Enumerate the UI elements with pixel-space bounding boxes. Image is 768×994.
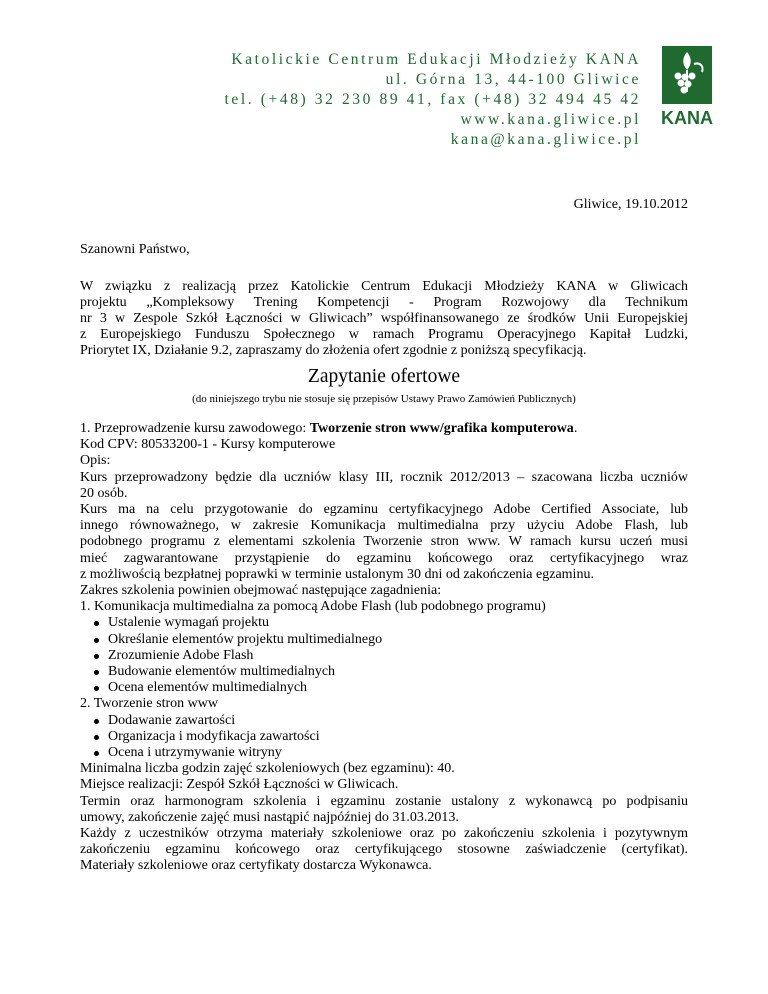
scope-intro: Zakres szkolenia powinien obejmować następujące zagadnienia:	[80, 583, 442, 599]
materials-line: Materiały szkoleniowe oraz certyfikaty dostarcza Wykonawca.	[80, 858, 432, 874]
list-item: Określanie elementów projektu multimedialnego	[80, 632, 688, 648]
letterhead	[0, 50, 641, 150]
schedule-line: Termin oraz harmonogram szkolenia i egzaminu zostanie ustalony z wykonawcą po podpisaniu	[80, 793, 688, 809]
list-item: Zrozumienie Adobe Flash	[80, 648, 688, 664]
list-item: Ocena elementów multimedialnych	[80, 680, 688, 696]
course-name: Tworzenie stron www/grafika komputerowa	[309, 421, 574, 436]
list-item: Dodawanie zawartości	[80, 713, 688, 729]
list-item: Ocena i utrzymywanie witryny	[80, 745, 688, 761]
org-email: kana@kana.gliwice.pl	[450, 131, 641, 148]
document-body	[80, 421, 688, 875]
org-website: www.kana.gliwice.pl	[460, 111, 641, 128]
para-line: z możliwością bezpłatnej poprawki w terminie ustalonym 30 dni od zakończenia egzaminu.	[80, 566, 594, 582]
intro-line: projektu „Kompleksowy Trening Kompetencji - Program Rozwojowy dla Technikum	[80, 295, 688, 310]
list-item: Budowanie elementów multimedialnych	[80, 664, 688, 680]
para-line: Kurs ma na celu przygotowanie do egzaminu certyfikacyjnego Adobe Certified Associate, lub	[80, 502, 688, 518]
materials-line: zakończeniu egzaminu końcowego oraz certyfikującego stosowne zaświadczenie (certyfikat).	[80, 842, 688, 858]
para-line: 20 osób.	[80, 485, 128, 501]
intro-line: z Europejskiego Funduszu Społecznego w ramach Programu Operacyjnego Kapitał Ludzki,	[80, 327, 688, 342]
org-phone-fax: tel. (+48) 32 230 89 41, fax (+48) 32 494 45 42	[224, 91, 641, 108]
para-line: innego równoważnego, w zakresie Komunikacja multimedialna przy użyciu Adobe Flash, lub	[80, 518, 688, 534]
intro-line: Priorytet IX, Działanie 9.2, zapraszamy do złożenia ofert zgodnie z poniższą specyfikacją.	[80, 343, 587, 358]
schedule-line: umowy, zakończenie zajęć musi nastąpić najpóźniej do 31.03.2013.	[80, 809, 459, 825]
document-title: Zapytanie ofertowe	[307, 366, 461, 387]
kana-logo	[656, 44, 718, 130]
section-1-title: 1. Komunikacja multimedialna za pomocą Adobe Flash (lub podobnego programu)	[80, 599, 546, 615]
org-address: ul. Górna 13, 44-100 Gliwice	[385, 71, 641, 88]
location: Miejsce realizacji: Zespół Szkół Łączności w Gliwicach.	[80, 777, 399, 793]
intro-line: W związku z realizacją przez Katolickie Centrum Edukacji Młodzieży KANA w Gliwicach	[80, 279, 688, 294]
letter-date: Gliwice, 19.10.2012	[573, 197, 688, 212]
document-subtitle: (do niniejszego trybu nie stosuje się przepisów Ustawy Prawo Zamówień Publicznych)	[192, 393, 576, 405]
intro-paragraph	[80, 279, 688, 359]
intro-line: nr 3 w Zespole Szkół Łączności w Gliwicach” współfinansowanego ze środków Unii Europejskiej	[80, 311, 688, 326]
para-line: podobnego programu z elementami szkolenia Tworzenie stron www. W ramach kursu uczeń musi	[80, 534, 688, 550]
list-item: Organizacja i modyfikacja zawartości	[80, 729, 688, 745]
list-item: Ustalenie wymagań projektu	[80, 615, 688, 631]
materials-line: Każdy z uczestników otrzyma materiały szkoleniowe oraz po zakończeniu szkolenia i pozytywnym	[80, 826, 688, 842]
min-hours: Minimalna liczba godzin zajęć szkoleniowych (bez egzaminu): 40.	[80, 761, 455, 777]
para-line: mieć zagwarantowane przystąpienie do egzaminu końcowego oraz certyfikacyjnego wraz	[80, 550, 688, 566]
section-2-title: 2. Tworzenie stron www	[80, 696, 218, 712]
item-1-heading: 1. Przeprowadzenie kursu zawodowego: Tworzenie stron www/grafika komputerowa.	[80, 421, 578, 436]
logo-text: KANA	[661, 108, 713, 128]
cpv-code: Kod CPV: 80533200-1 - Kursy komputerowe	[80, 437, 336, 453]
para-line: Kurs przeprowadzony będzie dla uczniów klasy III, rocznik 2012/2013 – szacowana liczba uczniów	[80, 469, 688, 485]
org-name: Katolickie Centrum Edukacji Młodzieży KANA	[231, 51, 641, 68]
opis-label: Opis:	[80, 453, 111, 469]
salutation: Szanowni Państwo,	[80, 242, 190, 257]
